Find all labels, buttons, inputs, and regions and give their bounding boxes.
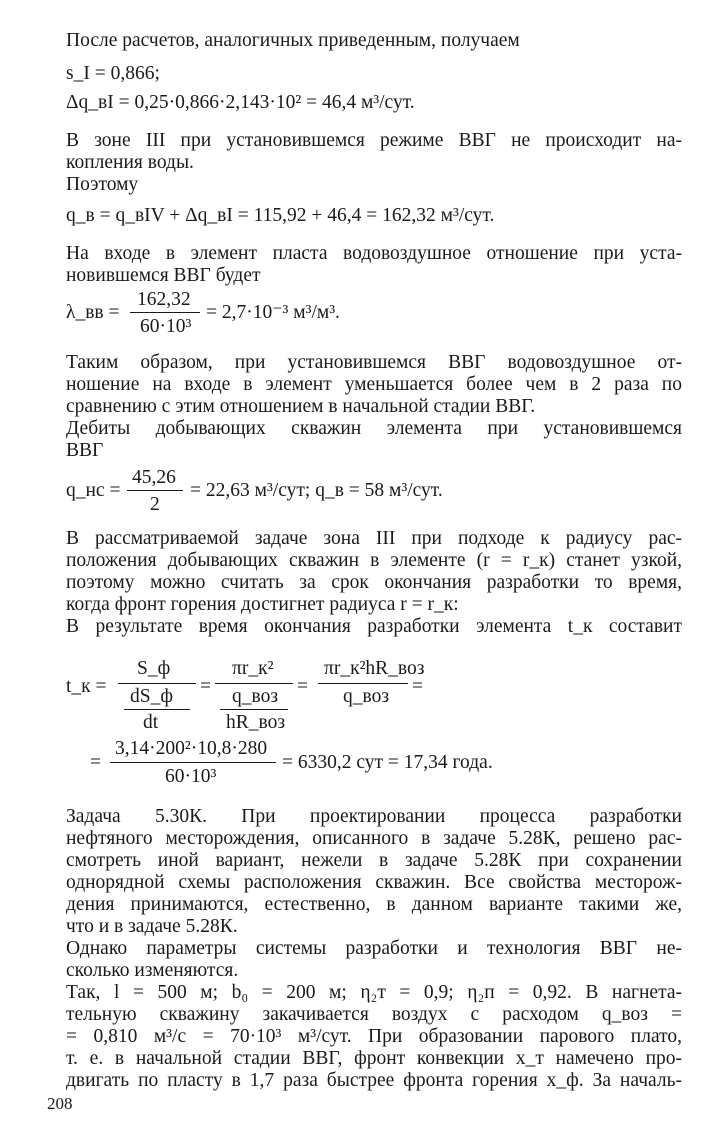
equation-tk2-rhs: = 6330,2 сут = 17,34 года. [282, 752, 493, 773]
equation-tk-f3-denominator: q_воз [343, 686, 390, 707]
equation-s1: s_I = 0,866; [66, 63, 160, 84]
equals-sign: = [90, 752, 101, 773]
paragraph-line: В рассматриваемой задаче зона III при подходе к радиусу рас- [66, 528, 682, 549]
paragraph-line: когда фронт горения достигнет радиуса r = r_к: [66, 594, 459, 615]
equation-qnc-numerator: 45,26 [132, 467, 176, 488]
fraction-bar [110, 762, 276, 763]
fraction-bar [127, 490, 183, 491]
equation-tk-f1-numerator: S_ф [137, 658, 171, 679]
paragraph-line: Задача 5.30К. При проектировании процесса разработки [66, 806, 682, 827]
equation-tk-f2-inner-denominator: hR_воз [226, 712, 286, 733]
paragraph-line: сравнению с этим отношением в начальной стадии ВВГ. [66, 396, 536, 417]
fraction-bar [318, 683, 408, 684]
paragraph-line: новившемся ВВГ будет [66, 265, 261, 286]
equals-sign: = [297, 676, 308, 697]
equation-tk-f1-inner-denominator: dt [143, 712, 159, 733]
paragraph-line: смотреть иной вариант, нежели в задаче 5.28К при сохранении [66, 850, 682, 871]
paragraph-line: После расчетов, аналогичных приведенным, получаем [66, 30, 520, 51]
equation-delta-q: Δq_вI = 0,25·0,866·2,143·10² = 46,4 м³/сут. [66, 92, 415, 113]
equals-sign: = [200, 676, 211, 697]
paragraph-line: однорядной схемы расположения скважин. Все свойства месторож- [66, 872, 682, 893]
paragraph-line: В зоне III при установившемся режиме ВВГ не происходит на- [66, 130, 682, 151]
equation-qv: q_в = q_вIV + Δq_вI = 115,92 + 46,4 = 162,32 м³/сут. [66, 205, 495, 226]
equation-lambda-denominator: 60·10³ [140, 316, 192, 337]
equation-lambda-numerator: 162,32 [137, 289, 191, 310]
page-number: 208 [47, 1094, 73, 1113]
equation-tk-lhs: t_к = [66, 676, 107, 697]
equation-lambda-lhs: λ_вв = [66, 302, 120, 323]
equation-lambda-rhs: = 2,7·10⁻³ м³/м³. [206, 302, 340, 323]
paragraph-line: дения принимаются, естественно, в данном варианте такими же, [66, 894, 682, 915]
equation-tk-f1-inner-numerator: dS_ф [130, 686, 173, 707]
equals-sign: = [412, 676, 423, 697]
equation-qnc-rhs: = 22,63 м³/сут; q_в = 58 м³/сут. [190, 480, 443, 501]
equation-qnc-lhs: q_нс = [66, 480, 121, 501]
paragraph-line: сколько изменяются. [66, 960, 239, 981]
fraction-bar [215, 683, 293, 684]
paragraph-line: Поэтому [66, 174, 139, 195]
fraction-bar [124, 709, 190, 710]
equation-tk2-numerator: 3,14·200²·10,8·280 [115, 738, 268, 759]
equation-tk-f2-numerator: πr_к² [232, 658, 274, 679]
paragraph-line: = 0,810 м³/с = 70·10³ м³/сут. При образовании парового плато, [66, 1026, 682, 1047]
equation-qnc-denominator: 2 [150, 494, 160, 515]
paragraph-line: нефтяного месторождения, описанного в задаче 5.28К, решено рас- [66, 828, 682, 849]
equation-tk2-denominator: 60·10³ [165, 766, 217, 787]
fraction-bar [220, 709, 288, 710]
equation-tk-f2-inner-numerator: q_воз [232, 686, 279, 707]
paragraph-line: т. е. в начальной стадии ВВГ, фронт конвекции x_т намечено про- [66, 1048, 682, 1069]
paragraph-line: Так, l = 500 м; b₀ = 200 м; η₂т = 0,9; η₂п = 0,92. В нагнета- [66, 982, 682, 1003]
paragraph-line: ВВГ [66, 440, 104, 461]
paragraph-line: Дебиты добывающих скважин элемента при установившемся [66, 418, 682, 439]
paragraph-line: что и в задаче 5.28К. [66, 916, 238, 937]
equation-tk-f3-numerator: πr_к²hR_воз [324, 658, 425, 679]
paragraph-line: Однако параметры системы разработки и технология ВВГ не- [66, 938, 682, 959]
paragraph-line: Таким образом, при установившемся ВВГ водовоздушное от- [66, 352, 682, 373]
paragraph-line: В результате время окончания разработки элемента t_к составит [66, 616, 682, 637]
paragraph-line: На входе в элемент пласта водовоздушное отношение при уста- [66, 243, 682, 264]
paragraph-line: копления воды. [66, 152, 194, 173]
paragraph-line: поэтому можно считать за срок окончания разработки то время, [66, 572, 682, 593]
paragraph-line: ношение на входе в элемент уменьшается более чем в 2 раза по [66, 374, 682, 395]
fraction-bar [130, 312, 200, 313]
paragraph-line: положения добывающих скважин в элементе (r = r_к) станет узкой, [66, 550, 682, 571]
paragraph-line: двигать по пласту в 1,7 раза быстрее фронта горения x_ф. За началь- [66, 1070, 682, 1091]
fraction-bar [118, 683, 196, 684]
paragraph-line: тельную скважину закачивается воздух с расходом q_воз = [66, 1004, 682, 1025]
